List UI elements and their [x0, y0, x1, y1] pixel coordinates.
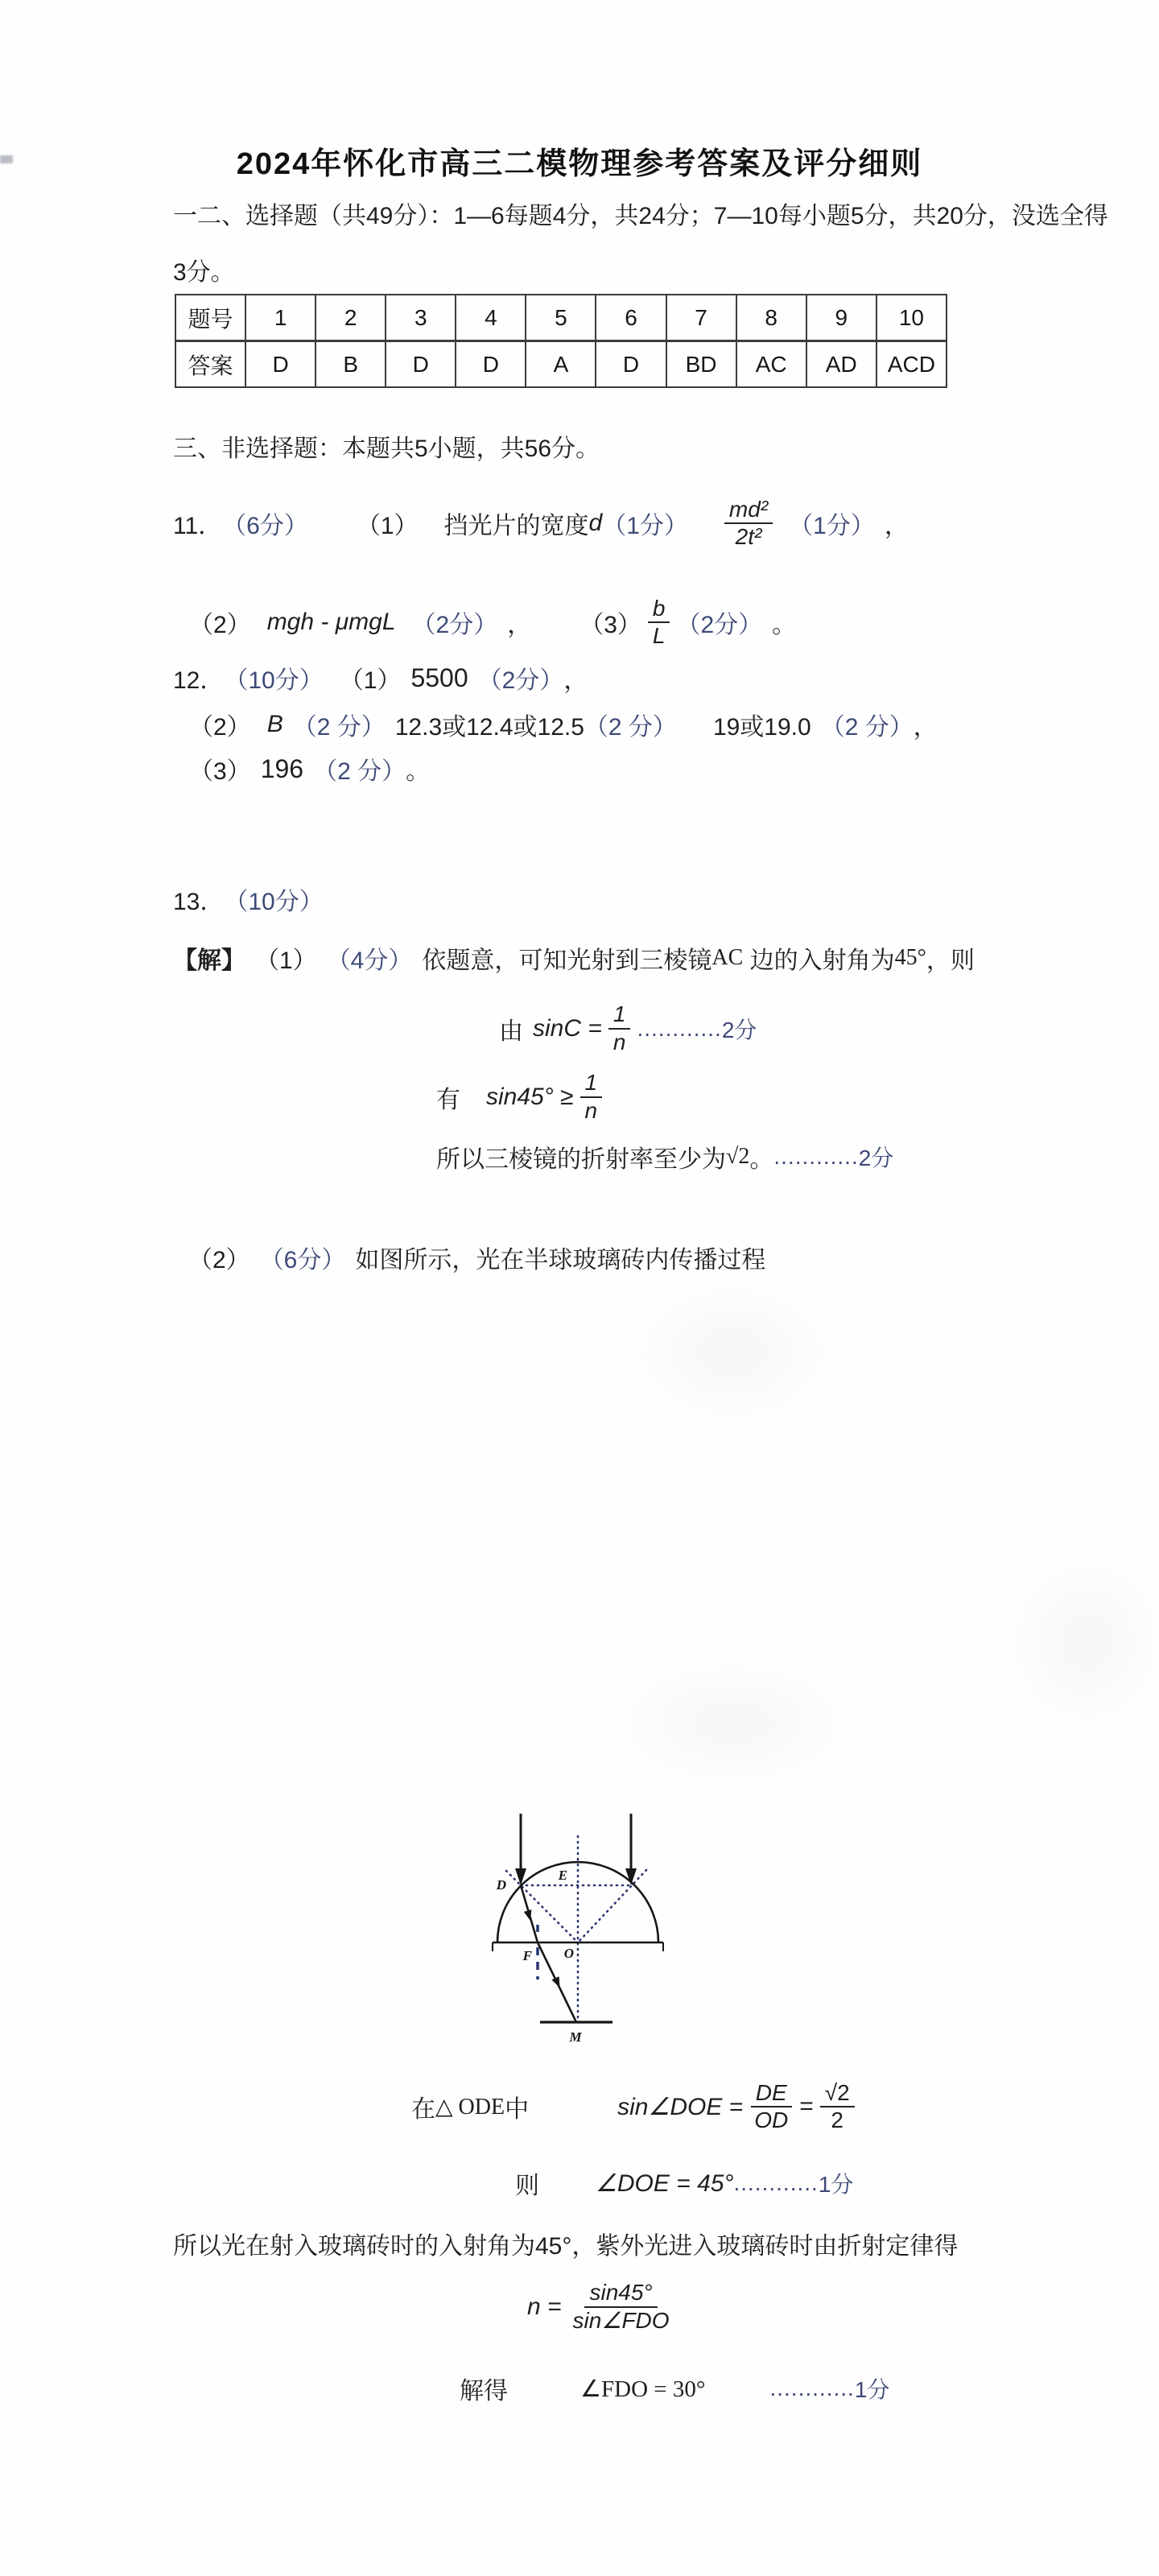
q12-p2-score2: （2 分） — [584, 714, 677, 741]
conclusion-dotted-leader: ............ — [773, 1144, 859, 1169]
page-title: 2024年怀化市高三二模物理参考答案及评分细则 — [236, 147, 923, 181]
label-E: E — [558, 1868, 567, 1883]
choice-section-intro-line1 — [173, 196, 1108, 231]
fraction-denominator: 2 — [831, 2107, 843, 2132]
q13-number: 13． — [173, 889, 225, 915]
q11-p1-score1: （1分） — [602, 513, 688, 539]
sqrt2-value: √2 — [726, 1144, 750, 1169]
q11-line1 — [173, 483, 909, 564]
q12-line2 — [189, 707, 938, 742]
q13-p1-text3: ，则 — [926, 947, 975, 974]
q11-p2-expression: mgh - μmgL — [266, 609, 396, 635]
q13-n-equation — [527, 2268, 681, 2345]
ode-equals: = — [799, 2093, 814, 2120]
q12-p1-comma: ， — [563, 667, 588, 694]
answer-cell: ACD — [876, 341, 947, 388]
part2-score: （6分） — [259, 1247, 346, 1274]
answer-cell: B — [316, 341, 386, 388]
q12-p2-value2: 12.3或12.4或12.5 — [394, 714, 584, 741]
q12-p2-value1: B — [266, 711, 283, 737]
q12-line1 — [173, 660, 588, 696]
intro-text-2: 3分。 — [173, 259, 235, 286]
ode-pre: 在 — [411, 2096, 435, 2123]
q11-line2 — [189, 586, 796, 658]
table-row-numbers — [175, 295, 947, 341]
q11-p1-text: 挡光片的宽度 — [443, 513, 589, 539]
fraction-numerator: DE — [751, 2080, 792, 2107]
q12-p2-score1: （2 分） — [292, 714, 386, 741]
answer-cell: AD — [806, 341, 876, 388]
then-score: 1分 — [818, 2172, 854, 2197]
fraction-1-over-n — [608, 1001, 631, 1055]
q12-p2-value3: 19或19.0 — [712, 714, 811, 741]
question-number-cell: 7 — [666, 295, 736, 341]
question-number-cell: 10 — [876, 295, 947, 341]
q11-fraction-b-L — [648, 596, 670, 649]
scan-smudge — [628, 1280, 837, 1425]
fraction-denominator: OD — [754, 2107, 789, 2132]
question-number-cell: 9 — [806, 295, 876, 341]
q12-p3-label: （3） — [189, 758, 251, 785]
q11-p3-period: 。 — [772, 612, 797, 638]
q11-total-score: （6分） — [222, 513, 308, 539]
fraction-denominator: n — [584, 1097, 598, 1123]
q13-total-score: （10分） — [224, 889, 324, 915]
ode-mid: 中 — [505, 2096, 530, 2123]
law-text: 所以光在射入玻璃砖时的入射角为45°，紫外光进入玻璃砖时由折射定律得 — [173, 2233, 959, 2260]
answer-cell: D — [596, 341, 666, 388]
q12-p3-score: （2 分） — [313, 758, 406, 785]
label-F: F — [522, 1948, 532, 1963]
fraction-sqrt2-over-2 — [820, 2080, 855, 2133]
q11-p1-comma: ， — [884, 513, 909, 539]
fraction-DE-over-OD — [749, 2080, 793, 2133]
fraction-sin45-over-sinFDO — [568, 2280, 674, 2333]
q12-p2-score3: （2 分） — [820, 714, 914, 741]
then-equation: ∠DOE = 45° — [596, 2169, 734, 2197]
exit-ray-FM-arrowhead — [551, 1976, 559, 1988]
fraction-numerator: √2 — [820, 2080, 855, 2107]
answer-cell: D — [245, 341, 316, 388]
q11-fraction-md2-2t2 — [724, 497, 773, 550]
fraction-denominator: sin∠FDO — [572, 2307, 670, 2333]
q11-p3-score: （2分） — [676, 612, 763, 638]
then-dotted-leader: ............ — [733, 2170, 819, 2195]
eq1-score: 2分 — [721, 1017, 757, 1042]
solve-word: 解得 — [460, 2378, 508, 2405]
part2-text: 如图所示，光在半球玻璃砖内传播过程 — [355, 1247, 766, 1274]
question-number-cell: 3 — [386, 295, 456, 341]
table-header-cell: 题号 — [175, 295, 245, 341]
n-lhs: n = — [527, 2293, 562, 2320]
q13-part2-line — [188, 1240, 765, 1275]
answer-cell: BD — [666, 341, 736, 388]
q13-edge-AC: AC — [711, 945, 744, 970]
q13-p1-label: （1） — [255, 947, 317, 974]
question-number-cell: 6 — [596, 295, 666, 341]
fraction-numerator: sin45° — [584, 2280, 657, 2307]
answer-cell: D — [456, 341, 526, 388]
section3-heading — [173, 428, 600, 464]
fraction-1-over-n — [580, 1070, 603, 1123]
hemisphere-optics-diagram — [447, 1767, 728, 2049]
q13-eq-sinC — [499, 994, 757, 1063]
q11-p3-label: （3） — [580, 612, 641, 638]
intro-text-1: 一二、选择题（共49分）：1—6每题4分，共24分；7—10每小题5分，共20分，没选全得 — [173, 203, 1108, 229]
q12-p1-score: （2分） — [477, 667, 564, 694]
q12-line3 — [189, 751, 430, 786]
fraction-denominator: n — [612, 1029, 626, 1055]
q13-p1-score: （4分） — [326, 947, 413, 974]
table-row-answers — [175, 341, 947, 388]
q13-solution-intro — [173, 940, 975, 976]
eq2-lhs: sin45° ≥ — [486, 1083, 574, 1110]
solution-tag: 【解】 — [173, 947, 245, 974]
q13-conclusion-line — [436, 1139, 893, 1174]
part2-label: （2） — [188, 1247, 250, 1274]
q13-angle-45: 45° — [894, 945, 926, 970]
label-D: D — [496, 1877, 506, 1893]
q13-p1-text2: 边的入射角为 — [743, 947, 895, 974]
fraction-numerator: b — [648, 596, 670, 623]
q13-p1-text1: 依题意，可知光射到三棱镜 — [422, 947, 712, 974]
fraction-denominator: 2t² — [735, 524, 762, 549]
conclusion-score: 2分 — [858, 1146, 894, 1170]
scan-smudge — [1006, 1554, 1159, 1731]
conclusion-text: 所以三棱镜的折射率至少为 — [436, 1146, 726, 1173]
choice-section-intro-line2 — [173, 252, 235, 287]
solve-equation: ∠FDO = 30° — [580, 2376, 706, 2402]
question-number-cell: 8 — [736, 295, 806, 341]
q12-p1-label: （1） — [339, 667, 402, 694]
eq2-prefix: 有 — [436, 1086, 460, 1113]
eq1-dotted-leader: ............ — [637, 1015, 722, 1041]
ode-triangle: △ ODE — [435, 2095, 505, 2120]
q11-p1-variable: d — [588, 510, 603, 536]
question-number-cell: 2 — [316, 295, 386, 341]
q11-p2-score: （2分） — [411, 612, 498, 638]
eq1-prefix: 由 — [499, 1018, 523, 1045]
q12-p3-value: 196 — [260, 753, 304, 783]
question-number-cell: 4 — [456, 295, 526, 341]
conclusion-period: 。 — [749, 1146, 774, 1173]
q13-solve-line — [460, 2371, 889, 2406]
label-M: M — [569, 2029, 582, 2045]
answer-cell: A — [526, 341, 596, 388]
answer-table — [175, 294, 947, 388]
fraction-denominator: L — [652, 623, 666, 648]
question-number-cell: 1 — [245, 295, 316, 341]
q12-number: 12． — [173, 667, 225, 694]
solve-score: 1分 — [854, 2377, 890, 2402]
answer-cell: AC — [736, 341, 806, 388]
radius-right-dotted-line — [578, 1870, 646, 1942]
fraction-numerator: 1 — [580, 1070, 603, 1097]
eq1-lhs: sinC = — [533, 1014, 602, 1042]
q11-number: 11． — [173, 513, 223, 539]
q12-p2-comma: ， — [913, 714, 938, 741]
q11-p2-label: （2） — [189, 612, 251, 638]
then-word: 则 — [515, 2173, 539, 2199]
fraction-numerator: 1 — [608, 1001, 631, 1029]
q12-p1-value: 5500 — [410, 663, 468, 692]
q12-total-score: （10分） — [224, 667, 324, 694]
q13-eq-sin45 — [436, 1063, 608, 1131]
q12-p3-period: 。 — [406, 758, 431, 785]
q12-p2-label: （2） — [189, 714, 251, 741]
section3-text: 三、非选择题：本题共5小题，共56分。 — [173, 436, 600, 462]
fraction-numerator: md² — [724, 497, 773, 524]
solve-dotted-leader: ............ — [769, 2376, 855, 2401]
q13-law-line — [173, 2226, 958, 2261]
ode-lhs: sin∠DOE = — [617, 2093, 744, 2120]
q11-p1-label: （1） — [356, 513, 419, 539]
question-number-cell: 5 — [526, 295, 596, 341]
refracted-ray-DF-arrowhead — [524, 1909, 532, 1921]
q13-ode-line — [411, 2070, 861, 2143]
q13-then-line — [515, 2165, 853, 2201]
q11-p2-comma: ， — [507, 612, 532, 638]
label-O: O — [563, 1946, 574, 1961]
q13-head — [173, 881, 324, 917]
table-header-cell: 答案 — [175, 341, 245, 388]
answer-cell: D — [386, 341, 456, 388]
q11-p1-score2: （1分） — [789, 513, 875, 539]
